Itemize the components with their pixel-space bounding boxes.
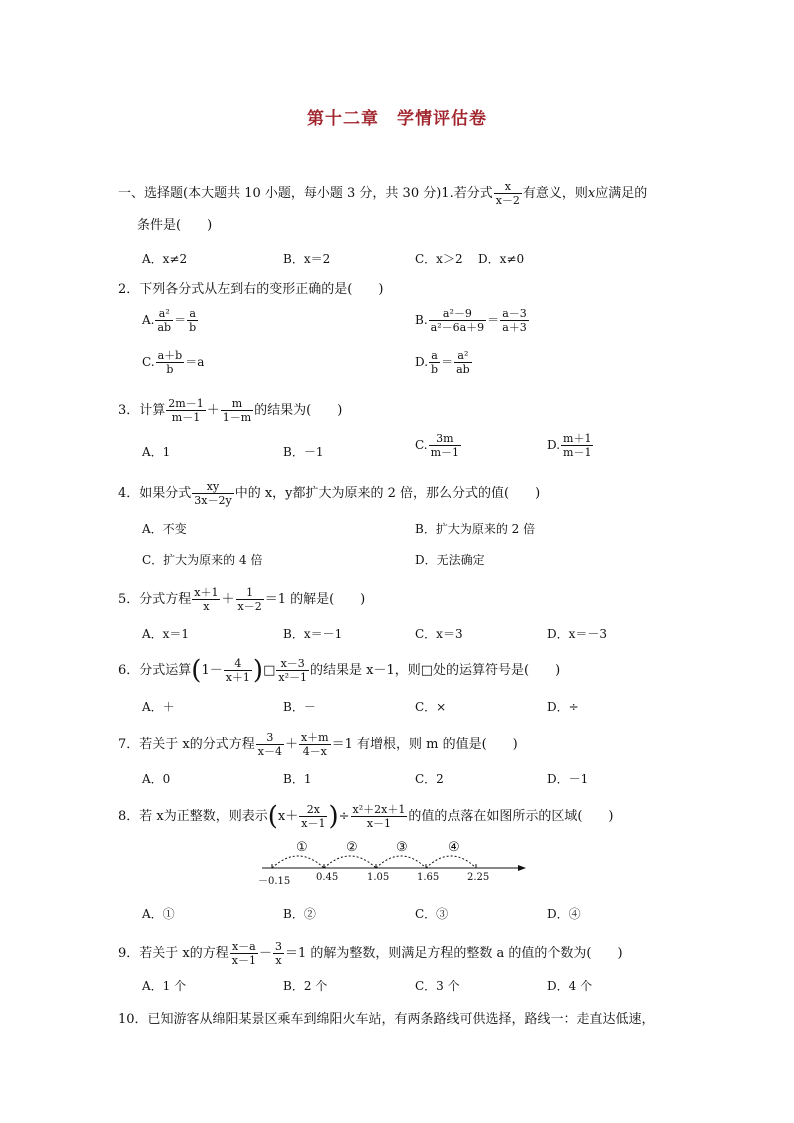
q1-var: x	[587, 186, 596, 201]
frac-num: 2m－1	[168, 397, 204, 410]
frac-num: a²－9	[429, 307, 487, 321]
q1-end: 应满足的	[595, 186, 648, 201]
frac-num: x－3	[276, 657, 309, 671]
frac-den: x－1	[366, 817, 392, 830]
frac-num: a	[187, 307, 198, 321]
q6-suffix: 的结果是 x－1，则□处的运算符号是( )	[310, 663, 561, 678]
region-label: ②	[346, 840, 358, 855]
q3-option-a[interactable]: A．1	[142, 445, 171, 459]
right-paren: )	[252, 655, 264, 686]
q3-suffix: 的结果为( )	[254, 403, 343, 418]
frac-den: x＋1	[225, 671, 250, 684]
q4-stem	[118, 480, 540, 507]
frac-den: x－1	[301, 817, 326, 830]
q2-stem: 2．下列各分式从左到右的变形正确的是( )	[118, 282, 384, 297]
minus-sign: －	[258, 946, 272, 961]
q9-option-b[interactable]: B．2 个	[283, 979, 328, 993]
q8-option-c[interactable]: C．③	[415, 907, 449, 921]
inner-pre: x＋	[277, 809, 299, 824]
q1-suffix: 有意义，则	[522, 186, 588, 201]
left-paren: (	[191, 655, 202, 686]
fraction	[236, 586, 264, 613]
tick-label: 0.45	[316, 872, 339, 883]
fraction	[276, 657, 309, 684]
region-labels	[258, 840, 528, 858]
fraction	[156, 349, 185, 376]
q7-suffix: ＝1 有增根，则 m 的值是( )	[331, 737, 518, 752]
q6-option-c[interactable]: C．×	[415, 700, 447, 714]
fraction	[166, 397, 205, 424]
q1-fraction	[494, 180, 522, 207]
frac-den: m－1	[430, 446, 460, 459]
fraction	[351, 803, 408, 830]
right-paren: )	[328, 801, 339, 832]
q5-option-b[interactable]: B．x＝－1	[283, 627, 343, 641]
frac-den: x²－1	[278, 671, 307, 684]
rhs: ＝a	[185, 355, 205, 369]
frac-num: xy	[192, 480, 233, 494]
left-paren: (	[267, 801, 278, 832]
q9-option-c[interactable]: C．3 个	[415, 979, 460, 993]
q9-suffix: ＝1 的解为整数，则满足方程的整数 a 的值的个数为( )	[284, 946, 623, 961]
frac-num: a²	[454, 349, 472, 363]
q8-stem	[118, 803, 614, 830]
fraction	[230, 940, 258, 967]
q7-stem	[118, 731, 518, 758]
tick-label: －0.15	[258, 876, 291, 887]
frac-num: a＋b	[157, 349, 183, 362]
tick-label: 2.25	[467, 872, 490, 883]
frac-den: 4－x	[302, 745, 327, 758]
q6-option-b[interactable]: B．－	[283, 700, 316, 714]
fraction	[561, 432, 593, 459]
q8-suffix: 的值的点落在如图所示的区域( )	[408, 809, 614, 824]
q9-option-a[interactable]: A．1 个	[142, 979, 187, 993]
q5-option-d[interactable]: D．x＝－3	[547, 627, 608, 641]
frac-num: 1	[236, 586, 264, 600]
frac-num: a	[429, 349, 440, 363]
fraction	[429, 349, 440, 376]
frac-den: x－1	[231, 954, 256, 967]
q4-option-d[interactable]: D．无法确定	[415, 553, 485, 567]
q1-option-b[interactable]: B．x＝2	[283, 252, 331, 266]
q3-prefix: 3．计算	[118, 403, 166, 418]
fraction	[256, 731, 284, 758]
frac-num: x	[494, 180, 522, 194]
opt-label: B.	[415, 313, 428, 327]
fraction	[273, 940, 284, 967]
frac-num: 3	[274, 940, 282, 953]
fraction	[429, 432, 461, 459]
q4-option-a[interactable]: A．不变	[142, 522, 187, 536]
frac-num: a－3	[502, 307, 527, 320]
q2-option-d[interactable]: D. $\frac{a}{b}$ ＝ $\frac{\text{a²}}{ab}$	[415, 349, 470, 376]
frac-num: m	[221, 397, 253, 411]
frac-den: x－4	[257, 745, 282, 758]
page-title: 第十二章 学情评估卷	[307, 109, 487, 129]
q7-prefix: 7．若关于 x的分式方程	[118, 737, 255, 752]
q5-stem	[118, 586, 365, 613]
q8-option-d[interactable]: D．④	[547, 907, 581, 921]
tick-label: 1.05	[367, 872, 390, 883]
frac-den: x	[203, 600, 210, 613]
frac-den: a²－6a＋9	[430, 321, 485, 334]
frac-den: x－2	[237, 600, 262, 613]
frac-den: b	[189, 321, 197, 334]
frac-den: x	[275, 954, 282, 967]
q9-stem	[118, 940, 623, 967]
fraction	[500, 307, 529, 334]
frac-den: 3x－2y	[194, 494, 232, 507]
fraction	[187, 307, 198, 334]
frac-den: b	[166, 363, 174, 376]
frac-den: ab	[456, 363, 470, 376]
frac-num: x²＋2x＋1	[352, 803, 406, 816]
q5-option-c[interactable]: C．x＝3	[415, 627, 463, 641]
inner-pre: 1－	[201, 663, 223, 678]
opt-label: C.	[415, 438, 428, 452]
q8-option-b[interactable]: B．②	[283, 907, 316, 921]
fraction	[299, 731, 331, 758]
q5-option-a[interactable]: A．x＝1	[142, 627, 190, 641]
fraction	[429, 307, 487, 334]
arrow-icon	[518, 865, 526, 871]
opt-label: C.	[142, 355, 155, 369]
fraction	[192, 480, 233, 507]
q7-option-b[interactable]: B．1	[283, 772, 312, 786]
fraction	[192, 586, 220, 613]
q2-option-a[interactable]: A. $\frac{\text{a²}}{ab}$ ＝ $\frac{a}{b}$	[142, 307, 197, 334]
fraction	[454, 349, 472, 376]
frac-den: b	[431, 363, 439, 376]
frac-den: 1－m	[222, 411, 252, 424]
fraction	[221, 397, 253, 424]
plus-sign: ＋	[206, 403, 220, 418]
frac-num: 2x	[299, 803, 327, 817]
q4-prefix: 4．如果分式	[118, 486, 192, 501]
q3-option-d[interactable]	[547, 432, 594, 459]
frac-num: x－a	[230, 940, 258, 954]
q1-line2: 条件是( )	[137, 218, 213, 233]
blank-box: □	[263, 663, 276, 678]
q9-option-d[interactable]: D．4 个	[547, 979, 593, 993]
frac-num: x＋1	[194, 586, 219, 599]
q4-option-c[interactable]: C．扩大为原来的 4 倍	[142, 553, 263, 567]
q7-option-c[interactable]: C．2	[415, 772, 444, 786]
q1-prefix: 1.若分式	[441, 186, 493, 201]
q3-stem	[118, 397, 342, 424]
q6-option-a[interactable]: A．＋	[142, 700, 175, 714]
q2-option-b[interactable]: B. $\frac{\text{a²－9}}{\text{a²－6a＋9}}$ ＝ $\frac{a-3}{a+3}$	[415, 307, 527, 334]
section-header: 一、选择题(本大题共 10 小题，每小题 3 分，共 30 分)	[118, 186, 442, 201]
divide-sign: ÷	[338, 809, 350, 824]
frac-num: 4	[224, 657, 252, 671]
plus-sign: ＋	[221, 592, 235, 607]
tick-label: 1.65	[417, 872, 440, 883]
tick-labels	[258, 872, 528, 888]
q5-prefix: 5．分式方程	[118, 592, 192, 607]
q1-option-d[interactable]: D．x≠0	[478, 252, 525, 266]
frac-den: a＋3	[502, 321, 527, 334]
frac-num: a²	[155, 307, 173, 321]
q8-option-a[interactable]: A．①	[142, 907, 175, 921]
q8-prefix: 8．若 x为正整数，则表示	[118, 809, 268, 824]
fraction	[155, 307, 173, 334]
fraction	[299, 803, 327, 830]
q7-option-a[interactable]: A．0	[142, 772, 171, 786]
frac-num: 3m	[429, 432, 461, 446]
q6-option-d[interactable]: D．÷	[547, 700, 579, 714]
opt-label: D.	[547, 438, 561, 452]
q7-option-d[interactable]: D．－1	[547, 772, 589, 786]
q1-option-c[interactable]: C．x＞2	[415, 252, 463, 266]
q1-option-a[interactable]: A．x≠2	[142, 252, 188, 266]
q6-prefix: 6．分式运算	[118, 663, 192, 678]
q9-prefix: 9．若关于 x的方程	[118, 946, 229, 961]
opt-label: A.	[142, 313, 155, 327]
plus-sign: ＋	[284, 737, 298, 752]
q3-option-b[interactable]: B．－1	[283, 445, 324, 459]
frac-den: m－1	[563, 446, 592, 459]
q10-stem: 10．已知游客从绵阳某景区乘车到绵阳火车站，有两条路线可供选择，路线一：走直达低速，	[118, 1012, 655, 1027]
frac-den: x－2	[495, 194, 520, 207]
opt-label: D.	[415, 355, 429, 369]
q5-suffix: ＝1 的解是( )	[264, 592, 366, 607]
frac-num: x＋m	[300, 731, 329, 744]
frac-den: m－1	[171, 411, 201, 424]
q4-option-b[interactable]: B．扩大为原来的 2 倍	[415, 522, 536, 536]
q3-option-c[interactable]	[415, 432, 462, 459]
q4-suffix: 中的 x，y都扩大为原来的 2 倍，那么分式的值( )	[234, 486, 541, 501]
q6-stem	[118, 657, 560, 684]
fraction	[224, 657, 252, 684]
region-label: ④	[448, 840, 460, 855]
region-label: ①	[296, 840, 308, 855]
q2-option-c[interactable]	[142, 349, 204, 376]
question-1	[118, 180, 647, 207]
frac-num: 3	[256, 731, 284, 745]
region-label: ③	[396, 840, 408, 855]
frac-num: m＋1	[563, 432, 592, 445]
frac-den: ab	[157, 321, 172, 334]
